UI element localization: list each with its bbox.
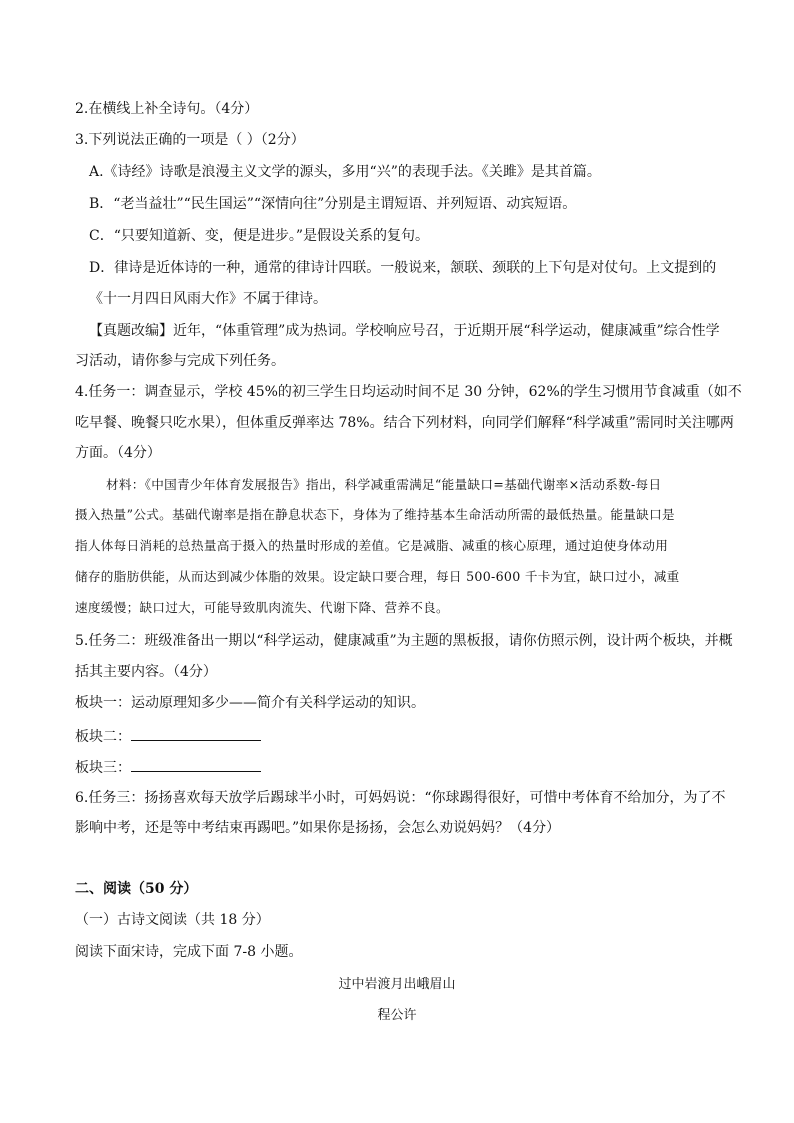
question-4-line3: 方面。（4分）: [75, 445, 161, 461]
block-3-row: [75, 756, 261, 778]
material-line1: 材料：《中国青少年体育发展报告》指出，科学减重需满足“能量缺口=基础代谢率×活动系数-每日: [106, 477, 662, 492]
question-5-line1: 5.任务二：班级准备出一期以“科学运动，健康减重”为主题的黑板报，请你仿照示例，设计两个板块，并概: [75, 633, 733, 649]
block-1-example: 板块一：运动原理知多少——简介有关科学运动的知识。: [75, 695, 425, 711]
question-3-option-b: B．“老当益壮”“民生国运”“深情向往”分别是主谓短语、并列短语、动宾短语。: [89, 196, 577, 212]
question-6-line2: 影响中考，还是等中考结束再踢吧。”如果你是扬扬，会怎么劝说妈妈？（4分）: [75, 820, 561, 836]
activity-intro-line1: 【真题改编】近年，“体重管理”成为热词。学校响应号召，于近期开展“科学运动，健康减重”综合性学: [89, 323, 720, 339]
block-3-answer-blank[interactable]: [131, 756, 261, 772]
material-line5: 速度缓慢；缺口过大，可能导致肌肉流失、代谢下降、营养不良。: [75, 600, 449, 615]
question-4-line2: 吃早餐、晚餐只吃水果），但体重反弹率达 78%。结合下列材料，向同学们解释“科学减重”需同时关注哪两: [75, 415, 734, 431]
poem-title: 过中岩渡月出峨眉山: [338, 977, 456, 992]
question-3-option-c: C．“只要知道新、变，便是进步。”是假设关系的复句。: [89, 228, 430, 244]
block-2-row: [75, 725, 261, 747]
block-2-answer-blank[interactable]: [131, 725, 261, 741]
material-line2: 摄入热量”公式。基础代谢率是指在静息状态下，身体为了维持基本生命活动所需的最低热量。能量缺口是: [75, 507, 675, 522]
block-3-label: 板块三：: [75, 760, 131, 776]
question-3-option-a: A.《诗经》诗歌是浪漫主义文学的源头，多用“兴”的表现手法。《关雎》是其首篇。: [89, 164, 601, 180]
reading-instruction: 阅读下面宋诗，完成下面 7-8 小题。: [75, 944, 303, 960]
material-line4: 储存的脂肪供能，从而达到减少体脂的效果。设定缺口要合理，每日 500-600 千卡为宜，缺口过小，减重: [75, 569, 680, 584]
question-4-line1: 4.任务一：调查显示，学校 45%的初三学生日均运动时间不足 30 分钟，62%的学生习惯用节食减重（如不: [75, 384, 742, 400]
poem-author: 程公许: [377, 1008, 417, 1023]
question-3-stem: 3.下列说法正确的一项是（ ）（2分）: [75, 132, 305, 148]
question-6-line1: 6.任务三：扬扬喜欢每天放学后踢球半小时，可妈妈说：“你球踢得很好，可惜中考体育不给加分，为了不: [75, 790, 726, 806]
block-2-label: 板块二：: [75, 729, 131, 745]
question-3-option-d-line2: 《十一月四日风雨大作》不属于律诗。: [89, 291, 327, 307]
question-2: 2.在横线上补全诗句。（4分）: [75, 101, 259, 117]
question-3-option-d-line1: D．律诗是近体诗的一种，通常的律诗计四联。一般说来，颔联、颈联的上下句是对仗句。上文提到的: [89, 260, 717, 276]
activity-intro-line2: 习活动，请你参与完成下列任务。: [75, 353, 285, 369]
subsection-1-heading: （一）古诗文阅读（共 18 分）: [75, 912, 270, 928]
section-2-heading: 二、阅读（50 分）: [75, 881, 198, 897]
material-line3: 指人体每日消耗的总热量高于摄入的热量时形成的差值。它是减脂、减重的核心原理，通过迫使身体动用: [75, 538, 669, 553]
question-5-line2: 括其主要内容。（4分）: [75, 664, 217, 680]
